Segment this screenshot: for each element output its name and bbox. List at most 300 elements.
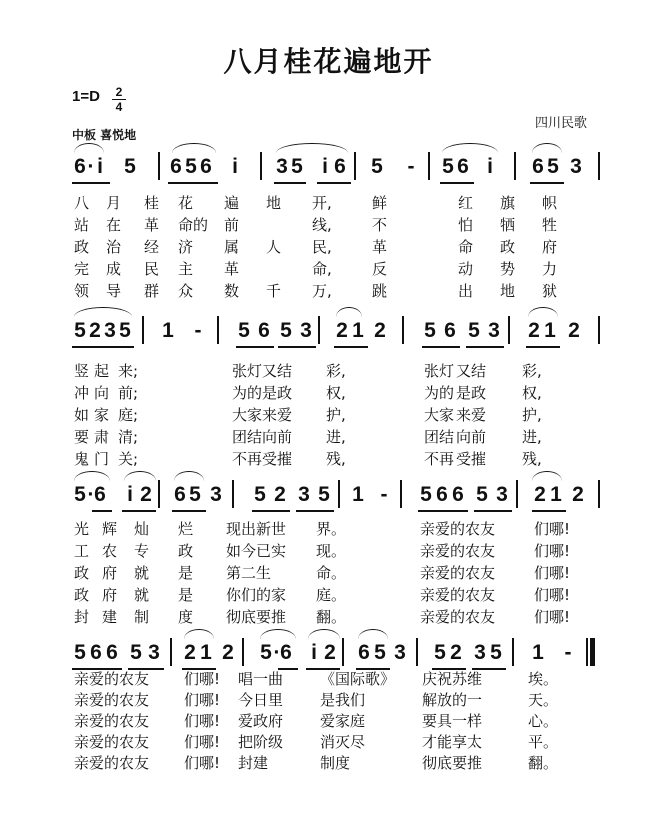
lyric-syllable: 们哪! bbox=[184, 712, 221, 730]
note-digit: 6 bbox=[452, 483, 464, 506]
lyric-syllable: 权, bbox=[326, 384, 346, 402]
lyric-syllable: 八 bbox=[74, 194, 90, 212]
slur-arc bbox=[74, 471, 110, 481]
lyric-syllable: 第二生 bbox=[226, 564, 272, 582]
note-digit: 5 bbox=[374, 641, 386, 664]
lyric-syllable: 冲 bbox=[74, 384, 90, 402]
barline bbox=[516, 480, 518, 508]
beam-underline bbox=[278, 346, 316, 348]
lyric-syllable: 进, bbox=[326, 428, 346, 446]
note-digit: 5 bbox=[238, 319, 250, 342]
note-digit: 6 bbox=[358, 641, 370, 664]
lyric-syllable: 团结 bbox=[424, 428, 455, 446]
note-digit: 3 bbox=[570, 155, 582, 178]
lyric-syllable: 彩, bbox=[326, 362, 346, 380]
lyric-syllable: 受摧 bbox=[262, 450, 293, 468]
lyric-syllable: 工 bbox=[74, 542, 90, 560]
slur-arc bbox=[442, 143, 498, 153]
lyric-syllable: 动 bbox=[458, 260, 474, 278]
lyric-syllable: 就 bbox=[134, 564, 150, 582]
lyric-syllable: 月 bbox=[106, 194, 122, 212]
lyric-syllable: 数 bbox=[224, 282, 240, 300]
lyric-syllable: 完 bbox=[74, 260, 90, 278]
lyric-syllable: 又结 bbox=[456, 362, 487, 380]
lyric-line bbox=[72, 606, 602, 625]
time-sig-top: 2 bbox=[115, 85, 123, 99]
key-label: 1=D bbox=[72, 88, 100, 105]
barline bbox=[232, 480, 234, 508]
beam-underline bbox=[317, 182, 351, 184]
note-digit: 5 bbox=[468, 319, 480, 342]
note-digit: 5 bbox=[280, 319, 292, 342]
lyric-syllable: 现出新世 bbox=[226, 520, 287, 538]
lyric-syllable: 肃 bbox=[94, 428, 110, 446]
barline bbox=[428, 152, 430, 180]
lyric-syllable: 桂 bbox=[144, 194, 160, 212]
barline bbox=[586, 638, 588, 666]
lyric-line bbox=[72, 404, 602, 423]
lyric-syllable: 政 bbox=[178, 542, 194, 560]
song-title: 八月桂花遍地开 bbox=[223, 45, 434, 78]
lyric-syllable: 们哪! bbox=[184, 691, 221, 709]
lyric-syllable: 遍 bbox=[224, 194, 240, 212]
lyric-syllable: 张灯 bbox=[232, 362, 263, 380]
lyric-syllable: 群 bbox=[144, 282, 160, 300]
lyric-line bbox=[72, 518, 602, 537]
barline bbox=[598, 152, 600, 180]
lyric-syllable: 们哪! bbox=[534, 542, 571, 560]
note-digit: 2 bbox=[572, 483, 584, 506]
lyric-syllable: 线, bbox=[312, 216, 332, 234]
barline bbox=[170, 638, 172, 666]
lyric-syllable: 又结 bbox=[262, 362, 293, 380]
lyric-syllable: 翻。 bbox=[528, 754, 559, 772]
slur-arc bbox=[172, 143, 216, 153]
note-digit: 5 bbox=[124, 155, 136, 178]
note-digit: i bbox=[232, 155, 238, 178]
note-digit: 5 bbox=[130, 641, 142, 664]
lyric-line bbox=[72, 689, 602, 708]
barline bbox=[217, 316, 219, 344]
lyric-syllable: 团结 bbox=[232, 428, 263, 446]
note-digit: 3 bbox=[148, 641, 160, 664]
final-repeat-barline bbox=[590, 638, 595, 666]
note-digit: 2 bbox=[374, 319, 386, 342]
lyric-syllable: 们哪! bbox=[534, 608, 571, 626]
lyric-syllable: 度 bbox=[178, 608, 194, 626]
lyric-syllable: 亲爱的农友 bbox=[74, 691, 150, 709]
lyric-syllable: 农 bbox=[102, 542, 118, 560]
lyric-syllable: 门 bbox=[94, 450, 110, 468]
dot-mark: · bbox=[87, 155, 95, 178]
sustain-dash: - bbox=[380, 483, 388, 506]
barline bbox=[260, 152, 262, 180]
barline bbox=[242, 638, 244, 666]
lyric-syllable: 是政 bbox=[456, 384, 487, 402]
note-digit: 6 bbox=[74, 155, 86, 178]
lyric-syllable: 命。 bbox=[316, 564, 347, 582]
note-digit: 6 bbox=[334, 155, 346, 178]
beam-underline bbox=[422, 346, 460, 348]
barline bbox=[158, 480, 160, 508]
barline bbox=[514, 152, 516, 180]
lyric-syllable: 是 bbox=[178, 586, 194, 604]
lyric-syllable: 政 bbox=[74, 564, 90, 582]
beam-underline bbox=[466, 346, 504, 348]
lyric-syllable: 如今已实 bbox=[226, 542, 287, 560]
note-digit: 5 bbox=[420, 483, 432, 506]
barline bbox=[318, 316, 320, 344]
note-digit: 6 bbox=[170, 155, 182, 178]
lyric-syllable: 导 bbox=[106, 282, 122, 300]
slur-arc bbox=[260, 629, 296, 639]
lyric-syllable: 残, bbox=[326, 450, 346, 468]
note-digit: 1 bbox=[162, 319, 174, 342]
lyric-syllable: 为的 bbox=[424, 384, 455, 402]
lyric-syllable: 如 bbox=[74, 406, 90, 424]
lyric-syllable: 政 bbox=[500, 238, 516, 256]
note-digit: 6 bbox=[106, 641, 118, 664]
lyric-syllable: 众 bbox=[178, 282, 194, 300]
lyric-syllable: 开, bbox=[312, 194, 332, 212]
slur-arc bbox=[528, 307, 558, 317]
note-digit: i bbox=[311, 641, 317, 664]
lyric-syllable: 亲爱的农友 bbox=[74, 712, 150, 730]
note-digit: 5 bbox=[74, 641, 86, 664]
lyric-syllable: 是政 bbox=[262, 384, 293, 402]
note-digit: 5 bbox=[476, 483, 488, 506]
note-digit: 6 bbox=[258, 319, 270, 342]
note-digit: 3 bbox=[276, 155, 288, 178]
note-digit: 3 bbox=[298, 483, 310, 506]
lyric-syllable: 旗 bbox=[500, 194, 516, 212]
lyric-syllable: 们哪! bbox=[184, 670, 221, 688]
lyric-line bbox=[72, 360, 602, 379]
note-digit: 2 bbox=[140, 483, 152, 506]
sustain-dash: - bbox=[407, 155, 415, 178]
lyric-syllable: 亲爱的农友 bbox=[74, 733, 150, 751]
lyric-syllable: 政 bbox=[74, 238, 90, 256]
lyric-syllable: 鲜 bbox=[372, 194, 388, 212]
lyric-syllable: 封 bbox=[74, 608, 90, 626]
lyric-syllable: 地 bbox=[500, 282, 516, 300]
source-label: 四川民歌 bbox=[535, 116, 588, 131]
lyric-syllable: 革 bbox=[372, 238, 388, 256]
lyric-syllable: 彩, bbox=[522, 362, 542, 380]
lyric-line bbox=[72, 258, 602, 277]
lyric-line bbox=[72, 192, 602, 211]
lyric-syllable: 狱 bbox=[542, 282, 558, 300]
lyric-syllable: 受摧 bbox=[456, 450, 487, 468]
lyric-syllable: 彻底要推 bbox=[422, 754, 483, 772]
lyric-syllable: 护, bbox=[522, 406, 542, 424]
note-digit: 2 bbox=[222, 641, 234, 664]
lyric-syllable: 出 bbox=[458, 282, 474, 300]
lyric-syllable: 向前 bbox=[262, 428, 293, 446]
note-digit: 5 bbox=[185, 155, 197, 178]
beam-underline bbox=[122, 510, 156, 512]
beam-underline bbox=[168, 182, 218, 184]
lyric-syllable: 专 bbox=[134, 542, 150, 560]
lyric-syllable: 为的 bbox=[232, 384, 263, 402]
barline bbox=[400, 480, 402, 508]
dot-mark: · bbox=[87, 483, 95, 506]
lyric-syllable: 命的 bbox=[178, 216, 209, 234]
lyric-line bbox=[72, 382, 602, 401]
lyric-syllable: 红 bbox=[458, 194, 474, 212]
note-digit: 3 bbox=[104, 319, 116, 342]
lyric-line bbox=[72, 280, 602, 299]
notation-row bbox=[72, 306, 602, 356]
lyric-syllable: 们哪! bbox=[534, 586, 571, 604]
note-digit: 3 bbox=[488, 319, 500, 342]
lyric-syllable: 心。 bbox=[528, 712, 559, 730]
note-digit: 5 bbox=[189, 483, 201, 506]
lyric-line bbox=[72, 540, 602, 559]
time-signature bbox=[112, 86, 126, 113]
lyric-syllable: 经 bbox=[144, 238, 160, 256]
lyric-syllable: 灿 bbox=[134, 520, 150, 538]
note-digit: 2 bbox=[450, 641, 462, 664]
time-sig-bottom: 4 bbox=[115, 100, 123, 114]
lyric-syllable: 跳 bbox=[372, 282, 388, 300]
notation-row bbox=[72, 470, 602, 520]
lyric-syllable: 护, bbox=[326, 406, 346, 424]
note-digit: 2 bbox=[89, 319, 101, 342]
lyric-syllable: 向前 bbox=[456, 428, 487, 446]
lyric-syllable: 亲爱的农友 bbox=[420, 608, 496, 626]
note-digit: 1 bbox=[544, 319, 556, 342]
lyric-line bbox=[72, 562, 602, 581]
lyric-syllable: 大家 bbox=[424, 406, 455, 424]
lyric-syllable: 不再 bbox=[424, 450, 455, 468]
lyric-syllable: 命, bbox=[312, 260, 332, 278]
note-digit: 2 bbox=[528, 319, 540, 342]
lyric-syllable: 们哪! bbox=[534, 520, 571, 538]
beam-underline bbox=[92, 510, 112, 512]
lyric-syllable: 们哪! bbox=[184, 754, 221, 772]
lyric-syllable: 爱政府 bbox=[238, 712, 284, 730]
lyric-syllable: 庆祝苏维 bbox=[422, 670, 483, 688]
lyric-syllable: 今日里 bbox=[238, 691, 284, 709]
lyric-syllable: 亲爱的农友 bbox=[420, 542, 496, 560]
lyric-syllable: 爱家庭 bbox=[320, 712, 366, 730]
lyric-syllable: 亲爱的农友 bbox=[420, 520, 496, 538]
barline bbox=[142, 316, 144, 344]
lyric-syllable: 亲爱的农友 bbox=[74, 754, 150, 772]
lyric-syllable: 万, bbox=[312, 282, 332, 300]
barline bbox=[416, 638, 418, 666]
lyric-syllable: 成 bbox=[106, 260, 122, 278]
beam-underline bbox=[274, 182, 306, 184]
lyric-syllable: 建 bbox=[102, 608, 118, 626]
note-digit: 3 bbox=[394, 641, 406, 664]
lyric-syllable: 制 bbox=[134, 608, 150, 626]
note-digit: 1 bbox=[200, 641, 212, 664]
lyric-syllable: 消灭尽 bbox=[320, 733, 366, 751]
lyric-syllable: 天。 bbox=[528, 691, 559, 709]
lyric-syllable: 府 bbox=[102, 586, 118, 604]
lyric-syllable: 翻。 bbox=[316, 608, 347, 626]
lyric-syllable: 站 bbox=[74, 216, 90, 234]
lyric-syllable: 庭。 bbox=[316, 586, 347, 604]
slur-arc bbox=[358, 629, 388, 639]
note-digit: 5 bbox=[371, 155, 383, 178]
slur-arc bbox=[336, 307, 362, 317]
lyric-syllable: 张灯 bbox=[424, 362, 455, 380]
lyric-syllable: 残, bbox=[522, 450, 542, 468]
barline bbox=[342, 638, 344, 666]
lyric-syllable: 界。 bbox=[316, 520, 347, 538]
note-digit: 6 bbox=[436, 483, 448, 506]
note-digit: 2 bbox=[534, 483, 546, 506]
lyric-syllable: 来爱 bbox=[456, 406, 487, 424]
lyric-syllable: 属 bbox=[224, 238, 240, 256]
beam-underline bbox=[526, 346, 560, 348]
lyric-syllable: 亲爱的农友 bbox=[420, 586, 496, 604]
beam-underline bbox=[72, 182, 110, 184]
note-digit: i bbox=[487, 155, 493, 178]
beam-underline bbox=[532, 510, 566, 512]
slur-arc bbox=[184, 629, 214, 639]
barline bbox=[402, 316, 404, 344]
note-digit: 6 bbox=[90, 641, 102, 664]
note-digit: i bbox=[127, 483, 133, 506]
note-digit: 2 bbox=[274, 483, 286, 506]
lyric-syllable: 彻底要推 bbox=[226, 608, 287, 626]
note-digit: 1 bbox=[352, 319, 364, 342]
sustain-dash: - bbox=[194, 319, 202, 342]
lyric-syllable: 民, bbox=[312, 238, 332, 256]
tempo-marking: 中板 喜悦地 bbox=[72, 128, 137, 142]
lyric-line bbox=[72, 236, 602, 255]
barline bbox=[508, 316, 510, 344]
lyric-syllable: 牺 bbox=[500, 216, 516, 234]
lyric-syllable: 革 bbox=[224, 260, 240, 278]
slur-arc bbox=[276, 143, 348, 153]
lyric-syllable: 封建 bbox=[238, 754, 269, 772]
lyric-line bbox=[72, 426, 602, 445]
lyric-syllable: 制度 bbox=[320, 754, 351, 772]
lyric-syllable: 主 bbox=[178, 260, 194, 278]
beam-underline bbox=[296, 510, 334, 512]
slur-arc bbox=[124, 471, 156, 481]
note-digit: 6 bbox=[200, 155, 212, 178]
lyric-syllable: 埃。 bbox=[528, 670, 559, 688]
lyric-syllable: 济 bbox=[178, 238, 194, 256]
beam-underline bbox=[530, 182, 564, 184]
lyric-syllable: 前 bbox=[224, 216, 240, 234]
note-digit: 5 bbox=[490, 641, 502, 664]
lyric-syllable: 家 bbox=[94, 406, 110, 424]
note-digit: 6 bbox=[457, 155, 469, 178]
note-digit: 5 bbox=[74, 319, 86, 342]
lyric-syllable: 光 bbox=[74, 520, 90, 538]
lyric-syllable: 把阶级 bbox=[238, 733, 284, 751]
barline bbox=[598, 316, 600, 344]
note-digit: 5 bbox=[424, 319, 436, 342]
lyric-syllable: 前; bbox=[118, 384, 139, 402]
note-digit: 5 bbox=[291, 155, 303, 178]
lyric-syllable: 起 bbox=[94, 362, 110, 380]
barline bbox=[598, 480, 600, 508]
note-digit: 1 bbox=[550, 483, 562, 506]
beam-underline bbox=[474, 510, 512, 512]
key-signature bbox=[72, 85, 123, 114]
lyric-line bbox=[72, 668, 602, 687]
lyric-syllable: 权, bbox=[522, 384, 542, 402]
lyric-syllable: 千 bbox=[266, 282, 282, 300]
lyric-syllable: 不 bbox=[372, 216, 388, 234]
note-digit: 5 bbox=[318, 483, 330, 506]
sustain-dash: - bbox=[564, 641, 572, 664]
barline bbox=[354, 152, 356, 180]
lyric-syllable: 们哪! bbox=[184, 733, 221, 751]
note-digit: 6 bbox=[94, 483, 106, 506]
beam-underline bbox=[172, 510, 206, 512]
note-digit: 2 bbox=[568, 319, 580, 342]
barline bbox=[512, 638, 514, 666]
lyric-syllable: 革 bbox=[144, 216, 160, 234]
note-digit: 6 bbox=[174, 483, 186, 506]
lyric-syllable: 势 bbox=[500, 260, 516, 278]
lyric-syllable: 才能享太 bbox=[422, 733, 483, 751]
lyric-syllable: 进, bbox=[522, 428, 542, 446]
lyric-syllable: 亲爱的农友 bbox=[420, 564, 496, 582]
lyric-syllable: 你们的家 bbox=[226, 586, 287, 604]
slur-arc bbox=[308, 629, 340, 639]
note-digit: 6 bbox=[532, 155, 544, 178]
lyric-syllable: 亲爱的农友 bbox=[74, 670, 150, 688]
note-digit: 1 bbox=[532, 641, 544, 664]
lyric-syllable: 地 bbox=[266, 194, 282, 212]
dot-mark: · bbox=[273, 641, 281, 664]
lyric-syllable: 清; bbox=[118, 428, 139, 446]
lyric-syllable: 命 bbox=[458, 238, 474, 256]
beam-underline bbox=[440, 182, 474, 184]
note-digit: 5 bbox=[260, 641, 272, 664]
lyric-line bbox=[72, 214, 602, 233]
note-digit: 5 bbox=[254, 483, 266, 506]
lyric-syllable: 要具一样 bbox=[422, 712, 483, 730]
note-digit: 3 bbox=[300, 319, 312, 342]
slur-arc bbox=[532, 471, 562, 481]
lyric-line bbox=[72, 584, 602, 603]
lyric-syllable: 解放的一 bbox=[422, 691, 483, 709]
note-digit: 5 bbox=[74, 483, 86, 506]
lyric-syllable: 力 bbox=[542, 260, 558, 278]
lyric-syllable: 是我们 bbox=[320, 691, 366, 709]
slur-arc bbox=[74, 307, 132, 317]
lyric-syllable: 帜 bbox=[542, 194, 558, 212]
lyric-syllable: 来爱 bbox=[262, 406, 293, 424]
note-digit: 5 bbox=[434, 641, 446, 664]
notation-row bbox=[72, 142, 602, 192]
lyric-syllable: 民 bbox=[144, 260, 160, 278]
lyric-syllable: 鬼 bbox=[74, 450, 90, 468]
note-digit: 6 bbox=[280, 641, 292, 664]
lyric-syllable: 反 bbox=[372, 260, 388, 278]
beam-underline bbox=[334, 346, 368, 348]
slur-arc bbox=[74, 143, 104, 153]
lyric-syllable: 向 bbox=[94, 384, 110, 402]
note-digit: 2 bbox=[336, 319, 348, 342]
lyric-syllable: 现。 bbox=[316, 542, 347, 560]
lyric-syllable: 关; bbox=[118, 450, 139, 468]
beam-underline bbox=[236, 346, 274, 348]
lyric-line bbox=[72, 448, 602, 467]
note-digit: 5 bbox=[119, 319, 131, 342]
